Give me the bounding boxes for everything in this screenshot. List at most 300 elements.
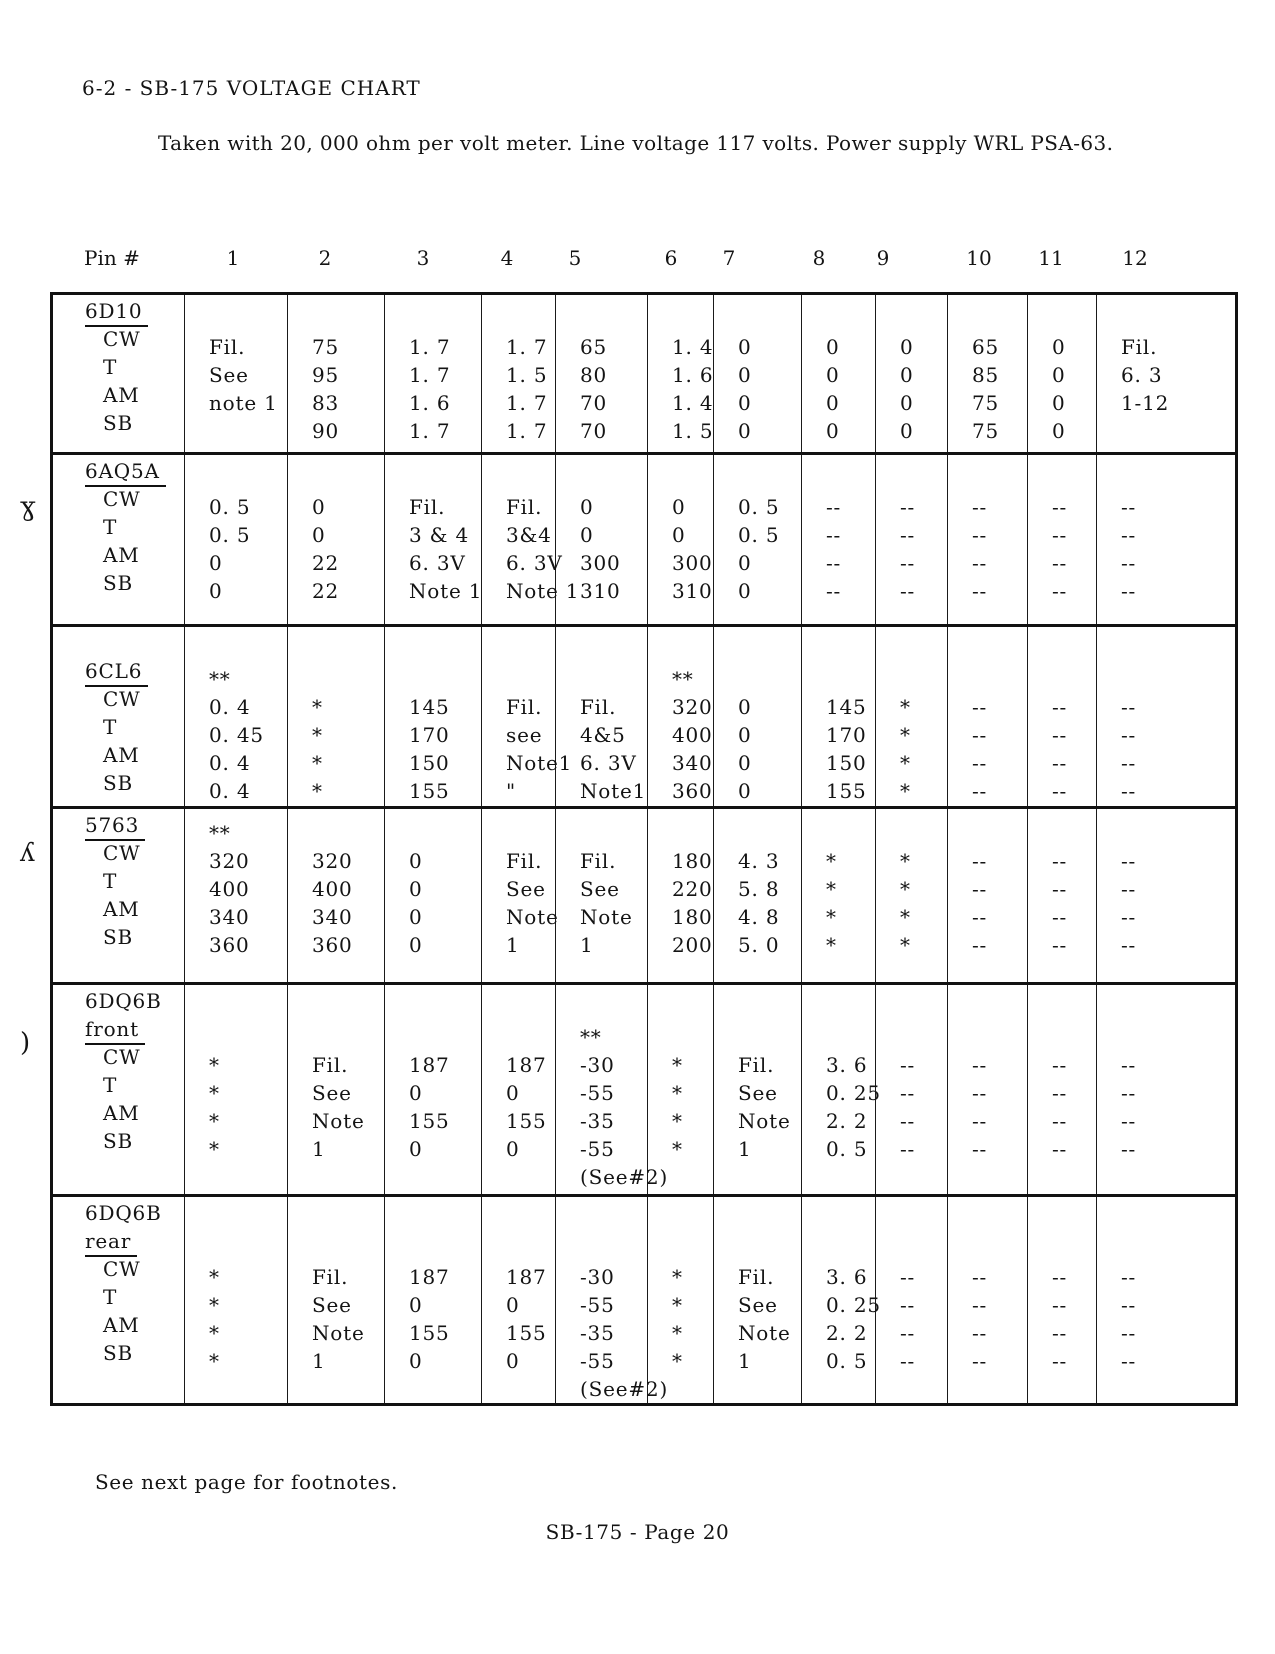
pin-voltage: Fil. — [1121, 335, 1158, 359]
pin-voltage: -- — [972, 1137, 988, 1161]
pin-voltage: 0 — [1052, 335, 1066, 359]
tube-cell — [52, 808, 185, 984]
pin-voltage: Fil. — [312, 1053, 349, 1077]
chart-heading: 6-2 - SB-175 VOLTAGE CHART — [82, 76, 421, 100]
pin-header-12: 12 — [1122, 246, 1148, 270]
pin-voltage: -- — [972, 1349, 988, 1373]
pin-voltage: Note — [580, 905, 633, 929]
pin-voltage: * — [672, 1137, 683, 1161]
pin-voltage: 1 — [312, 1137, 326, 1161]
pin-voltage: 145 — [409, 695, 450, 719]
pin-voltage: 70 — [580, 391, 608, 415]
pin-voltage: 0 — [900, 419, 914, 443]
pin-marker — [482, 1235, 555, 1263]
pin-marker — [288, 1235, 384, 1263]
pin-voltage: * — [312, 751, 323, 775]
tube-row — [52, 1196, 1237, 1405]
mode-label: SB — [103, 1129, 133, 1153]
pin-7-cell — [714, 808, 802, 984]
pin-voltage: -- — [1121, 1265, 1137, 1289]
pin-voltage: 0 — [409, 877, 423, 901]
pin-marker — [648, 305, 713, 333]
pin-voltage: -35 — [580, 1321, 615, 1345]
pin-voltage: -- — [972, 1109, 988, 1133]
pin-voltage: -- — [900, 1265, 916, 1289]
pin-11-cell — [1028, 294, 1097, 454]
pin-voltage: See — [209, 363, 249, 387]
pin-voltage: -- — [972, 779, 988, 803]
pin-voltage: 1 — [506, 933, 520, 957]
pin-9-cell — [876, 626, 948, 808]
pin-voltage: -- — [1121, 495, 1137, 519]
pin-voltage: 155 — [506, 1321, 547, 1345]
pin-12-cell — [1097, 626, 1237, 808]
pin-voltage: -- — [1121, 551, 1137, 575]
pin-voltage: 1. 5 — [506, 363, 548, 387]
pin-header-6: 6 — [664, 246, 678, 270]
pin-voltage: 90 — [312, 419, 340, 443]
pin-marker — [482, 665, 555, 693]
pin-voltage: 0 — [900, 391, 914, 415]
pin-voltage: 150 — [826, 751, 867, 775]
tube-cell — [52, 454, 185, 626]
pin-voltage: 200 — [672, 933, 713, 957]
pin-voltage: 3. 6 — [826, 1053, 868, 1077]
pin-voltage: * — [900, 905, 911, 929]
pin-voltage: 1 — [312, 1349, 326, 1373]
tube-name: 6DQ6B — [85, 1201, 162, 1225]
pin-voltage: 1. 7 — [409, 363, 451, 387]
pin-marker — [1097, 1023, 1235, 1051]
pin-voltage: 0. 45 — [209, 723, 264, 747]
intro-paragraph: Taken with 20, 000 ohm per volt meter. Line voltage 117 volts. Power supply WRL PSA-63. — [158, 131, 1114, 155]
tube-name: 6CL6 — [85, 657, 148, 687]
pin-voltage: * — [900, 779, 911, 803]
pin-12-cell — [1097, 1196, 1237, 1405]
pin-voltage: * — [826, 933, 837, 957]
pin-3-cell — [385, 1196, 482, 1405]
pin-8-cell — [802, 808, 876, 984]
pin-voltage: * — [672, 1081, 683, 1105]
handwritten-mark-1: ɣ — [20, 492, 36, 522]
pin-voltage: 0. 5 — [826, 1137, 868, 1161]
pin-voltage: Note — [312, 1109, 365, 1133]
pin-marker — [185, 305, 287, 333]
pin-voltage: -- — [826, 495, 842, 519]
pin-voltage: -- — [972, 1293, 988, 1317]
pin-voltage: Note — [738, 1109, 791, 1133]
pin-voltage: 340 — [312, 905, 353, 929]
pin-voltage: * — [209, 1293, 220, 1317]
pin-voltage: -- — [1052, 1109, 1068, 1133]
tube-cell — [52, 626, 185, 808]
pin-voltage: 0 — [409, 933, 423, 957]
mode-label: T — [103, 1073, 118, 1097]
pin-voltage: -- — [972, 1265, 988, 1289]
pin-voltage: * — [672, 1109, 683, 1133]
pin-voltage: 0 — [826, 391, 840, 415]
pin-marker — [288, 1023, 384, 1051]
pin-voltage: -- — [1121, 1137, 1137, 1161]
pin-marker — [948, 305, 1027, 333]
tube-row — [52, 808, 1237, 984]
pin-voltage: 400 — [312, 877, 353, 901]
pin-voltage: 4&5 — [580, 723, 626, 747]
pin-marker: ** — [209, 821, 231, 845]
pin-voltage: 6. 3 — [1121, 363, 1163, 387]
pin-voltage: 0 — [409, 1137, 423, 1161]
pin-11-cell — [1028, 626, 1097, 808]
pin-voltage: -- — [900, 1109, 916, 1133]
pin-voltage: -- — [1121, 779, 1137, 803]
pin-marker — [482, 1023, 555, 1051]
pin-9-cell — [876, 984, 948, 1196]
mode-label: SB — [103, 571, 133, 595]
pin-voltage: 1. 7 — [409, 335, 451, 359]
mode-label: CW — [103, 841, 141, 865]
pin-marker: ** — [672, 667, 694, 691]
pin-marker — [482, 465, 555, 493]
mode-label: SB — [103, 925, 133, 949]
pin-voltage: See — [580, 877, 620, 901]
pin-voltage: 0 — [209, 551, 223, 575]
pin-voltage: 0 — [409, 849, 423, 873]
pin-marker — [1028, 305, 1096, 333]
pin-marker — [1028, 819, 1096, 847]
pin-voltage: -- — [826, 523, 842, 547]
pin-voltage: 145 — [826, 695, 867, 719]
pin-voltage: 1 — [738, 1349, 752, 1373]
pin-voltage: 0 — [580, 495, 594, 519]
pin-voltage: 340 — [672, 751, 713, 775]
pin-voltage: -55 — [580, 1293, 615, 1317]
pin-header-9: 9 — [876, 246, 890, 270]
pin-voltage: 155 — [826, 779, 867, 803]
pin-voltage: Note — [506, 905, 559, 929]
pin-marker — [1028, 1235, 1096, 1263]
pin-voltage: -- — [1052, 551, 1068, 575]
pin-8-cell — [802, 294, 876, 454]
pin-voltage: -55 — [580, 1081, 615, 1105]
pin-voltage: -- — [1121, 1081, 1137, 1105]
pin-marker — [802, 305, 875, 333]
pin-voltage: -- — [1052, 1293, 1068, 1317]
pin-voltage: 0 — [580, 523, 594, 547]
pin-voltage: -- — [972, 1081, 988, 1105]
pin-voltage: 0 — [672, 523, 686, 547]
pin-voltage: Fil. — [738, 1265, 775, 1289]
pin-voltage: -- — [1052, 751, 1068, 775]
mode-label: T — [103, 715, 118, 739]
pin-12-cell — [1097, 808, 1237, 984]
pin-9-cell — [876, 294, 948, 454]
pin-4-cell — [482, 808, 559, 984]
pin-marker — [714, 1023, 801, 1051]
handwritten-mark-3: ) — [20, 1028, 31, 1058]
pin-7-cell — [714, 294, 802, 454]
pin-voltage: 0 — [738, 695, 752, 719]
pin-voltage: 6. 3V — [409, 551, 466, 575]
pin-voltage: -- — [1121, 723, 1137, 747]
pin-voltage: 0. 5 — [209, 523, 251, 547]
pin-marker — [876, 665, 947, 693]
pin-12-cell — [1097, 984, 1237, 1196]
pin-voltage: * — [209, 1053, 220, 1077]
pin-voltage: 75 — [972, 391, 1000, 415]
pin-header-8: 8 — [812, 246, 826, 270]
pin-voltage: 1. 7 — [506, 391, 548, 415]
pin-voltage: 180 — [672, 849, 713, 873]
pin-voltage: 22 — [312, 579, 340, 603]
pin-voltage: 0 — [826, 419, 840, 443]
pin-7-cell — [714, 984, 802, 1196]
pin-voltage: * — [672, 1265, 683, 1289]
pin-11-cell — [1028, 454, 1097, 626]
pin-voltage: 1. 7 — [506, 419, 548, 443]
pin-header-10: 10 — [966, 246, 992, 270]
tube-row — [52, 294, 1237, 454]
pin-voltage: -- — [972, 1053, 988, 1077]
pin-voltage: Note1 — [580, 779, 647, 803]
pin-voltage: 0 — [1052, 419, 1066, 443]
pin-marker — [556, 665, 647, 693]
pin-voltage: 310 — [580, 579, 621, 603]
pin-voltage: 70 — [580, 419, 608, 443]
pin-marker — [648, 1023, 713, 1051]
pin-voltage: 5. 0 — [738, 933, 780, 957]
pin-2-cell — [288, 626, 385, 808]
pin-voltage: (See#2) — [580, 1377, 669, 1401]
pin-1-cell — [185, 626, 288, 808]
pin-voltage: * — [209, 1265, 220, 1289]
pin-9-cell — [876, 454, 948, 626]
pin-voltage: * — [209, 1109, 220, 1133]
pin-voltage: 0 — [738, 551, 752, 575]
voltage-chart-table — [50, 292, 1238, 1406]
pin-6-cell — [648, 1196, 714, 1405]
pin-voltage: -- — [900, 551, 916, 575]
pin-voltage: * — [900, 723, 911, 747]
pin-header-5: 5 — [568, 246, 582, 270]
pin-6-cell — [648, 626, 714, 808]
pin-voltage: 0 — [900, 335, 914, 359]
tube-name: 6AQ5A — [85, 457, 166, 487]
pin-marker — [714, 819, 801, 847]
pin-voltage: 6. 3V — [580, 751, 637, 775]
pin-marker — [948, 819, 1027, 847]
pin-voltage: 0 — [409, 905, 423, 929]
pin-10-cell — [948, 294, 1028, 454]
pin-voltage: -30 — [580, 1265, 615, 1289]
mode-label: T — [103, 869, 118, 893]
pin-voltage: -55 — [580, 1137, 615, 1161]
pin-voltage: 0 — [738, 779, 752, 803]
pin-voltage: 6. 3V — [506, 551, 563, 575]
pin-marker — [185, 1235, 287, 1263]
pin-2-cell — [288, 454, 385, 626]
pin-5-cell — [556, 626, 648, 808]
pin-voltage: Note 1 — [506, 579, 580, 603]
pin-voltage: 0 — [738, 723, 752, 747]
pin-6-cell — [648, 808, 714, 984]
pin-voltage: -- — [1121, 523, 1137, 547]
pin-1-cell — [185, 294, 288, 454]
pin-2-cell — [288, 808, 385, 984]
pin-voltage: -- — [1052, 1053, 1068, 1077]
pin-voltage: 3 & 4 — [409, 523, 469, 547]
tube-position: rear — [85, 1227, 137, 1257]
pin-marker — [714, 305, 801, 333]
pin-voltage: 65 — [580, 335, 608, 359]
pin-voltage: (See#2) — [580, 1165, 669, 1189]
mode-label: CW — [103, 687, 141, 711]
mode-label: T — [103, 1285, 118, 1309]
pin-voltage: 170 — [409, 723, 450, 747]
pin-10-cell — [948, 1196, 1028, 1405]
pin-voltage: 0 — [312, 495, 326, 519]
pin-voltage: 0 — [900, 363, 914, 387]
pin-12-cell — [1097, 294, 1237, 454]
pin-voltage: 0 — [506, 1293, 520, 1317]
pin-voltage: -30 — [580, 1053, 615, 1077]
pin-marker — [185, 465, 287, 493]
pin-voltage: 1 — [738, 1137, 752, 1161]
pin-voltage: 1 — [580, 933, 594, 957]
pin-10-cell — [948, 626, 1028, 808]
pin-voltage: 360 — [209, 933, 250, 957]
pin-voltage: Note — [312, 1321, 365, 1345]
pin-voltage: 0 — [209, 579, 223, 603]
pin-voltage: 0. 4 — [209, 779, 251, 803]
pin-voltage: 3&4 — [506, 523, 552, 547]
pin-3-cell — [385, 626, 482, 808]
pin-voltage: * — [312, 723, 323, 747]
pin-voltage: 155 — [409, 779, 450, 803]
pin-2-cell — [288, 294, 385, 454]
pin-voltage: -- — [900, 495, 916, 519]
pin-12-cell — [1097, 454, 1237, 626]
pin-marker — [385, 1235, 481, 1263]
pin-10-cell — [948, 454, 1028, 626]
pin-voltage: -- — [972, 877, 988, 901]
pin-voltage: * — [209, 1137, 220, 1161]
pin-4-cell — [482, 454, 580, 626]
pin-voltage: Fil. — [506, 495, 543, 519]
pin-marker — [876, 465, 947, 493]
pin-marker — [876, 1023, 947, 1051]
pin-marker — [714, 1235, 801, 1263]
pin-voltage: -- — [972, 695, 988, 719]
pin-voltage: Fil. — [209, 335, 246, 359]
pin-voltage: -- — [1121, 905, 1137, 929]
pin-voltage: * — [900, 751, 911, 775]
pin-voltage: 0. 25 — [826, 1293, 881, 1317]
pin-voltage: 5. 8 — [738, 877, 780, 901]
mode-label: AM — [103, 1101, 140, 1125]
pin-marker — [948, 1235, 1027, 1263]
pin-voltage: 0 — [738, 751, 752, 775]
pin-voltage: -- — [1052, 877, 1068, 901]
mode-label: CW — [103, 1045, 141, 1069]
pin-voltage: -- — [972, 579, 988, 603]
pin-marker — [288, 465, 384, 493]
pin-voltage: -- — [1121, 849, 1137, 873]
pin-voltage: 0 — [506, 1081, 520, 1105]
pin-voltage: 83 — [312, 391, 340, 415]
pin-voltage: 340 — [209, 905, 250, 929]
pin-voltage: 0. 5 — [738, 495, 780, 519]
pin-voltage: 187 — [506, 1265, 547, 1289]
pin-voltage: * — [312, 695, 323, 719]
tube-row — [52, 626, 1237, 808]
mode-label: T — [103, 355, 118, 379]
pin-voltage: -- — [1121, 1321, 1137, 1345]
mode-label: CW — [103, 1257, 141, 1281]
pin-voltage: Fil. — [506, 695, 543, 719]
pin-voltage: 1. 7 — [506, 335, 548, 359]
pin-voltage: -- — [972, 849, 988, 873]
pin-voltage: See — [506, 877, 546, 901]
pin-marker — [482, 305, 555, 333]
pin-voltage: 0 — [738, 579, 752, 603]
pin-voltage: -- — [1052, 579, 1068, 603]
pin-voltage: See — [312, 1081, 352, 1105]
pin-voltage: -- — [972, 551, 988, 575]
pin-11-cell — [1028, 808, 1097, 984]
pin-voltage: -- — [826, 579, 842, 603]
pin-voltage: -- — [1052, 1137, 1068, 1161]
tube-cell — [52, 1196, 185, 1405]
pin-marker — [385, 1023, 481, 1051]
pin-voltage: -- — [1052, 905, 1068, 929]
pin-marker — [556, 465, 647, 493]
pin-header-2: 2 — [318, 246, 332, 270]
pin-voltage: -- — [900, 579, 916, 603]
pin-voltage: Fil. — [312, 1265, 349, 1289]
pin-voltage: 0 — [672, 495, 686, 519]
pin-voltage: -- — [1052, 1265, 1068, 1289]
pin-header-3: 3 — [416, 246, 430, 270]
pin-voltage: 0. 25 — [826, 1081, 881, 1105]
pin-voltage: 0 — [738, 363, 752, 387]
pin-9-cell — [876, 808, 948, 984]
pin-voltage: 85 — [972, 363, 1000, 387]
pin-3-cell — [385, 808, 482, 984]
pin-voltage: -- — [900, 1321, 916, 1345]
pin-4-cell — [482, 294, 556, 454]
pin-voltage: 170 — [826, 723, 867, 747]
pin-marker — [1097, 305, 1235, 333]
pin-voltage: 0 — [409, 1349, 423, 1373]
pin-voltage: -- — [1121, 1053, 1137, 1077]
pin-7-cell — [714, 626, 802, 808]
pin-6-cell — [648, 454, 714, 626]
pin-voltage: -- — [1121, 877, 1137, 901]
pin-voltage: 220 — [672, 877, 713, 901]
pin-marker — [1028, 465, 1096, 493]
pin-voltage: -- — [972, 905, 988, 929]
pin-voltage: 0 — [506, 1137, 520, 1161]
pin-voltage: -- — [900, 523, 916, 547]
pin-marker — [802, 819, 875, 847]
pin-voltage: -55 — [580, 1349, 615, 1373]
pin-voltage: see — [506, 723, 543, 747]
pin-marker — [1028, 665, 1096, 693]
pin-voltage: -- — [1121, 1293, 1137, 1317]
pin-voltage: See — [738, 1081, 778, 1105]
mode-label: AM — [103, 383, 140, 407]
pin-4-cell — [482, 1196, 556, 1405]
